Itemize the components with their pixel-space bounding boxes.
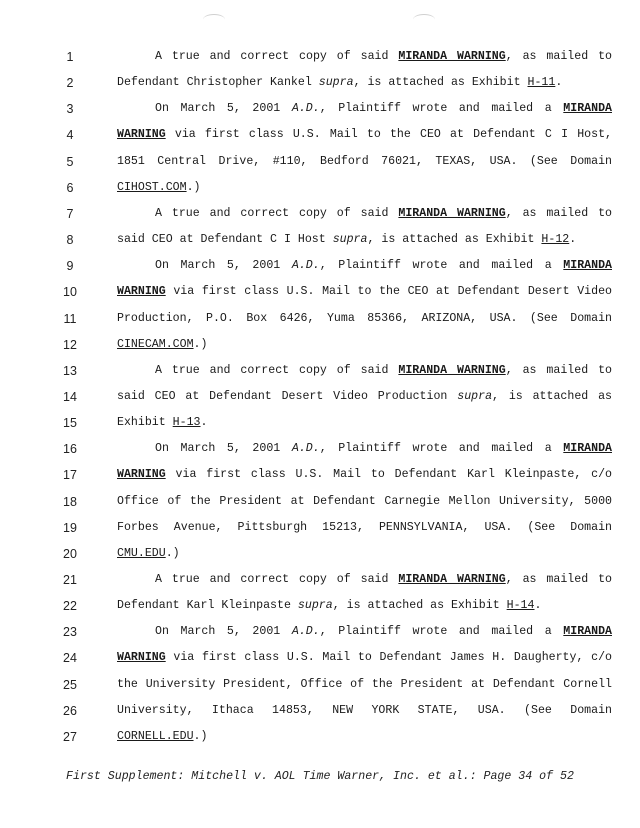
- line-text: [155, 201, 612, 227]
- text-segment: Defendant Karl Kleinpaste: [117, 599, 298, 613]
- line-text: [117, 279, 612, 305]
- line-number: 17: [63, 468, 77, 483]
- line-text: [117, 541, 612, 567]
- line-text: [117, 672, 612, 698]
- punch-hole-mark: [203, 14, 225, 25]
- line-text: [117, 645, 612, 671]
- text-segment: On March 5, 2001: [155, 259, 292, 273]
- text-segment: 1851 Central Drive, #110, Bedford 76021, TEXAS, USA. (See Domain: [117, 154, 612, 168]
- text-segment: , Plaintiff wrote and mailed a: [319, 442, 564, 456]
- emphasis-text: MIRANDA: [563, 442, 612, 456]
- pleading-line: [0, 489, 640, 515]
- pleading-line: [0, 306, 640, 332]
- text-segment: said CEO at Defendant C I Host: [117, 233, 333, 247]
- pleading-line: [0, 410, 640, 436]
- emphasis-text: WARNING: [117, 285, 166, 299]
- pleading-line: [0, 436, 640, 462]
- line-text: [117, 489, 612, 515]
- line-number: 20: [63, 546, 77, 561]
- line-number: 7: [66, 206, 74, 221]
- text-segment: .: [534, 599, 542, 613]
- line-number: 24: [63, 651, 77, 666]
- pleading-line: [0, 175, 640, 201]
- line-text: [155, 96, 612, 122]
- line-text: [117, 122, 612, 148]
- text-segment: Forbes Avenue, Pittsburgh 15213, PENNSYLVANIA, USA. (See Domain: [117, 520, 612, 534]
- punch-hole-mark: [413, 14, 435, 25]
- emphasis-text: MIRANDA: [563, 259, 612, 273]
- pleading-line: [0, 96, 640, 122]
- pleading-line: [0, 253, 640, 279]
- italic-text: A.D.: [291, 442, 320, 456]
- text-segment: .: [555, 76, 563, 90]
- line-number: 5: [66, 154, 74, 169]
- pleading-line: [0, 645, 640, 671]
- line-number: 11: [63, 311, 77, 326]
- pleading-line: [0, 515, 640, 541]
- text-segment: the University President, Office of the President at Defendant Cornell: [117, 677, 612, 691]
- line-number: 14: [63, 389, 77, 404]
- emphasis-text: MIRANDA WARNING: [398, 573, 506, 586]
- line-text: [155, 44, 612, 70]
- underlined-reference: H-13: [172, 416, 201, 430]
- pleading-line: [0, 44, 640, 70]
- text-segment: Production, P.O. Box 6426, Yuma 85366, ARIZONA, USA. (See Domain: [117, 311, 612, 325]
- text-segment: , is attached as Exhibit: [367, 233, 542, 247]
- line-text: [117, 227, 612, 253]
- text-segment: .): [186, 180, 201, 194]
- underlined-reference: CINECAM.COM: [117, 337, 194, 351]
- line-text: [117, 410, 612, 436]
- text-segment: via first class U.S. Mail to the CEO at Defendant C I Host,: [165, 128, 612, 142]
- underlined-reference: H-14: [506, 599, 535, 613]
- line-number: 22: [63, 599, 77, 614]
- pleading-line: [0, 122, 640, 148]
- text-segment: On March 5, 2001: [155, 625, 292, 639]
- text-segment: A true and correct copy of said: [155, 206, 399, 220]
- emphasis-text: MIRANDA: [563, 102, 612, 116]
- pleading-line: [0, 332, 640, 358]
- emphasis-text: MIRANDA WARNING: [398, 50, 506, 63]
- line-text: [155, 619, 612, 645]
- text-segment: , as mailed to: [505, 50, 612, 63]
- italic-text: supra: [297, 599, 333, 613]
- pleading-line: [0, 358, 640, 384]
- line-text: [155, 358, 612, 384]
- line-number: 18: [63, 494, 77, 509]
- underlined-reference: H-12: [541, 233, 570, 247]
- pleading-line: [0, 541, 640, 567]
- underlined-reference: H-11: [527, 76, 556, 90]
- line-text: [117, 384, 612, 410]
- text-segment: , as mailed to: [505, 573, 612, 586]
- text-segment: , as mailed to: [505, 206, 612, 220]
- line-text: [117, 724, 612, 750]
- text-segment: via first class U.S. Mail to Defendant Karl Kleinpaste, c/o: [165, 468, 612, 482]
- text-segment: .): [193, 337, 208, 351]
- text-segment: via first class U.S. Mail to Defendant James H. Daugherty, c/o: [165, 651, 612, 665]
- line-text: [155, 567, 612, 593]
- pleading-line: [0, 201, 640, 227]
- line-number: 26: [63, 703, 77, 718]
- pleading-line: [0, 698, 640, 724]
- pleading-line: [0, 279, 640, 305]
- text-segment: .): [165, 546, 180, 560]
- line-text: [117, 462, 612, 488]
- pleading-line: [0, 462, 640, 488]
- text-segment: Office of the President at Defendant Carnegie Mellon University, 5000: [117, 494, 612, 508]
- line-text: [117, 175, 612, 201]
- page-footer: First Supplement: Mitchell v. AOL Time Warner, Inc. et al.: Page 34 of 52: [66, 770, 574, 783]
- italic-text: A.D.: [291, 625, 320, 639]
- text-segment: , as mailed to: [505, 363, 612, 377]
- line-number: 1: [66, 50, 74, 64]
- pleading-line: [0, 619, 640, 645]
- line-number: 19: [63, 520, 77, 535]
- italic-text: supra: [457, 389, 493, 403]
- text-segment: , Plaintiff wrote and mailed a: [319, 625, 564, 639]
- line-text: [117, 332, 612, 358]
- line-text: [155, 253, 612, 279]
- emphasis-text: WARNING: [117, 128, 166, 142]
- text-segment: .): [193, 729, 208, 743]
- text-segment: , is attached as: [492, 389, 612, 403]
- underlined-reference: CORNELL.EDU: [117, 729, 194, 743]
- emphasis-text: WARNING: [117, 651, 166, 665]
- italic-text: A.D.: [291, 259, 320, 273]
- pleading-line: [0, 672, 640, 698]
- text-segment: A true and correct copy of said: [155, 573, 399, 586]
- pleading-line: [0, 70, 640, 96]
- text-segment: , is attached as Exhibit: [353, 76, 528, 90]
- line-text: [117, 306, 612, 332]
- pleading-line: [0, 227, 640, 253]
- text-segment: , is attached as Exhibit: [332, 599, 507, 613]
- line-text: [117, 515, 612, 541]
- underlined-reference: CIHOST.COM: [117, 180, 187, 194]
- emphasis-text: MIRANDA WARNING: [398, 363, 506, 377]
- emphasis-text: MIRANDA WARNING: [398, 206, 506, 220]
- text-segment: A true and correct copy of said: [155, 363, 399, 377]
- text-segment: .: [569, 233, 577, 247]
- text-segment: via first class U.S. Mail to the CEO at Defendant Desert Video: [165, 285, 612, 299]
- line-number: 9: [66, 259, 74, 274]
- italic-text: supra: [332, 233, 368, 247]
- line-text: [155, 436, 612, 462]
- line-number: 27: [63, 729, 77, 744]
- line-number: 8: [66, 233, 74, 248]
- underlined-reference: CMU.EDU: [117, 546, 166, 560]
- emphasis-text: WARNING: [117, 468, 166, 482]
- text-segment: , Plaintiff wrote and mailed a: [319, 259, 564, 273]
- line-number: 25: [63, 677, 77, 692]
- line-text: [117, 70, 612, 96]
- pleading-line: [0, 593, 640, 619]
- emphasis-text: MIRANDA: [563, 625, 612, 639]
- line-number: 4: [66, 128, 74, 143]
- line-number: 15: [63, 416, 77, 431]
- line-number: 13: [63, 363, 77, 378]
- line-number: 21: [63, 573, 77, 587]
- text-segment: A true and correct copy of said: [155, 50, 399, 63]
- text-segment: Defendant Christopher Kankel: [117, 76, 319, 90]
- text-segment: On March 5, 2001: [155, 102, 292, 116]
- pleading-line: [0, 724, 640, 750]
- line-number: 6: [66, 180, 74, 195]
- italic-text: A.D.: [291, 102, 320, 116]
- pleading-line: [0, 384, 640, 410]
- line-number: 16: [63, 442, 77, 457]
- line-text: [117, 593, 612, 619]
- text-segment: said CEO at Defendant Desert Video Production: [117, 389, 458, 403]
- pleading-line: [0, 149, 640, 175]
- italic-text: supra: [318, 76, 354, 90]
- line-number: 10: [63, 285, 77, 300]
- line-number: 23: [63, 625, 77, 640]
- text-segment: On March 5, 2001: [155, 442, 292, 456]
- text-segment: University, Ithaca 14853, NEW YORK STATE, USA. (See Domain: [117, 703, 612, 717]
- line-text: [117, 698, 612, 724]
- line-text: [117, 149, 612, 175]
- line-number: 2: [66, 76, 74, 91]
- line-number: 3: [66, 102, 74, 117]
- pleading-line: [0, 567, 640, 593]
- line-number: 12: [63, 337, 77, 352]
- text-segment: , Plaintiff wrote and mailed a: [319, 102, 564, 116]
- text-segment: .: [200, 416, 208, 430]
- text-segment: Exhibit: [117, 416, 173, 430]
